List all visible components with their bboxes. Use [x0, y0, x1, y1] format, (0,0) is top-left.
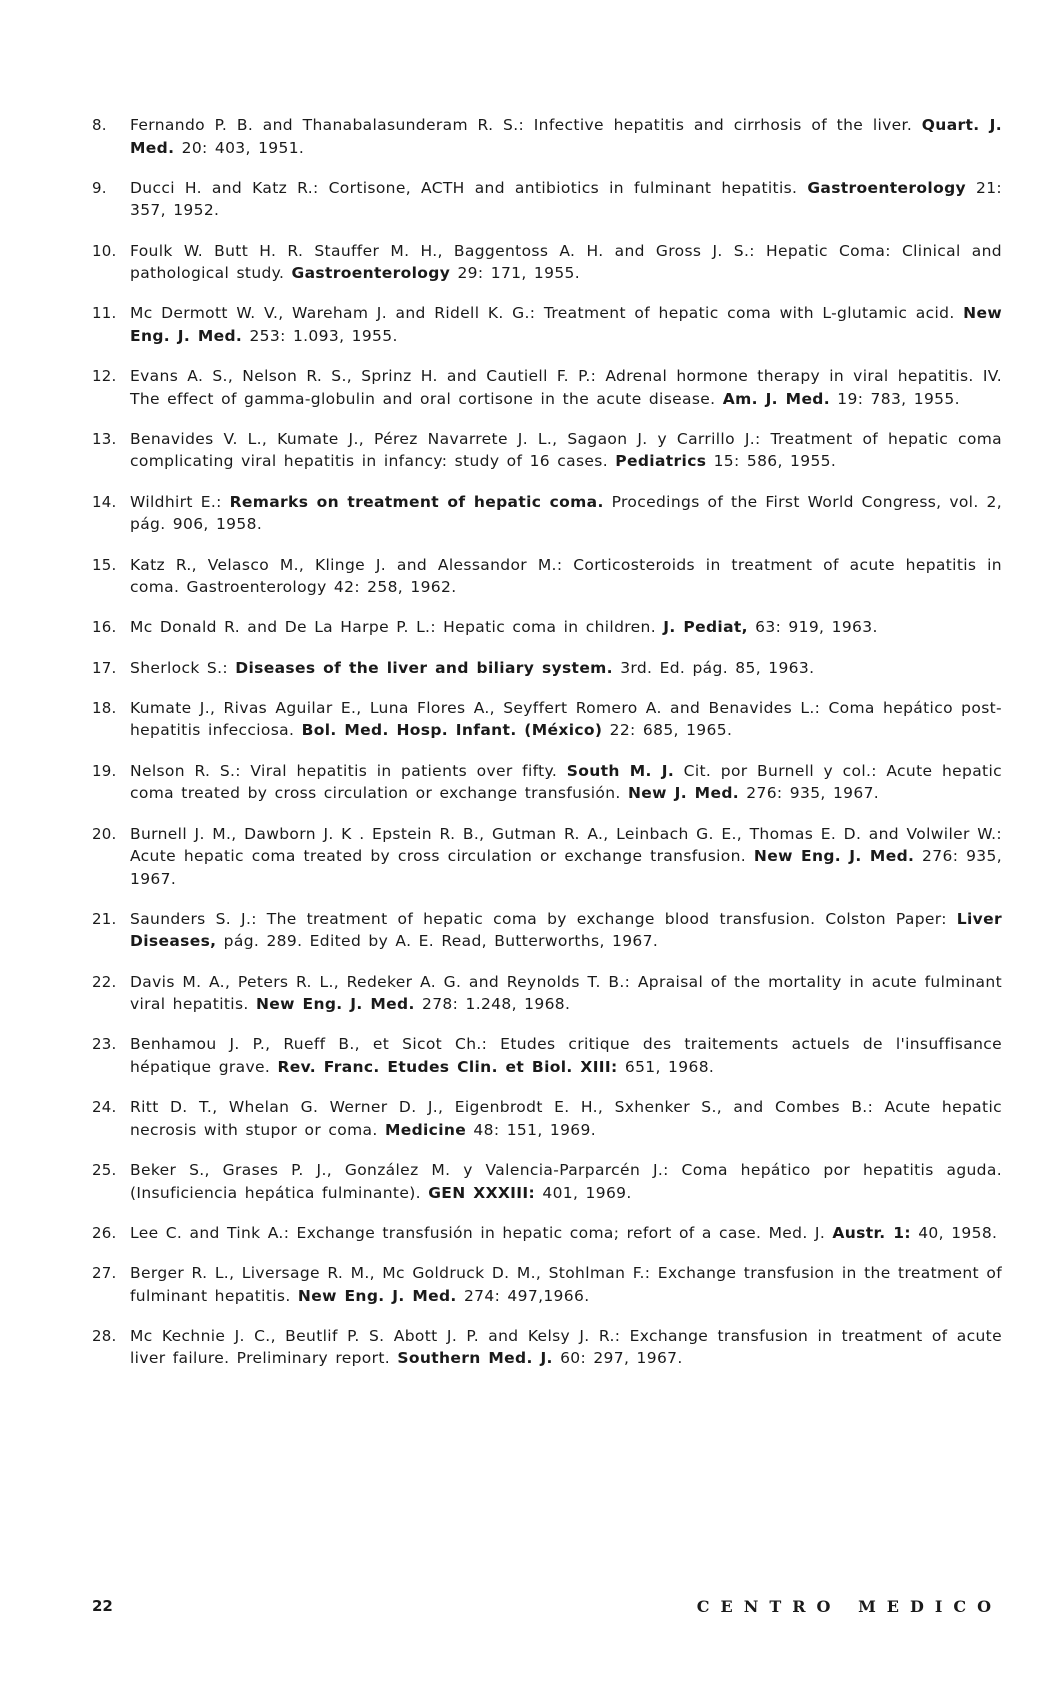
reference-number: 26.	[92, 1223, 117, 1242]
reference-number: 27.	[92, 1264, 117, 1283]
reference-number: 22.	[92, 972, 117, 991]
reference-item	[92, 177, 1002, 222]
reference-segment: 20: 403, 1951.	[174, 138, 305, 157]
reference-segment: 21: 357, 1952.	[130, 178, 1002, 220]
reference-text	[130, 760, 1002, 805]
reference-source: New Eng. J. Med.	[130, 304, 1002, 345]
reference-text	[130, 616, 1002, 639]
reference-number: 21.	[92, 909, 117, 928]
reference-item	[92, 1222, 1002, 1245]
reference-segment: Ducci H. and Katz R.: Cortisone, ACTH and antibiotics in fulminant hepatitis.	[130, 178, 808, 197]
reference-text	[130, 240, 1002, 285]
reference-segment: 63: 919, 1963.	[747, 618, 878, 637]
reference-segment: pág. 289. Edited by A. E. Read, Butterworths, 1967.	[216, 932, 659, 951]
reference-segment: Katz R., Velasco M., Klinge J. and Alessandor M.: Corticosteroids in treatment of acute hepatitis in coma. Gastroenterology 42: 258, 1962.	[130, 555, 1002, 597]
reference-item	[92, 428, 1002, 473]
reference-segment: 3rd. Ed. pág. 85, 1963.	[612, 658, 815, 677]
reference-item	[92, 1033, 1002, 1078]
reference-segment: Nelson R. S.: Viral hepatitis in patients over fifty.	[130, 761, 567, 780]
reference-text	[130, 908, 1002, 953]
reference-source: New Eng. J. Med.	[297, 1286, 457, 1305]
reference-segment: Mc Donald R. and De La Harpe P. L.: Hepatic coma in children.	[130, 618, 664, 637]
reference-segment: Lee C. and Tink A.: Exchange transfusión in hepatic coma; refort of a case. Med. J.	[130, 1223, 833, 1242]
reference-item	[92, 114, 1002, 159]
reference-item	[92, 1096, 1002, 1141]
reference-text	[130, 302, 1002, 347]
reference-source: Medicine	[384, 1120, 467, 1139]
reference-source: Am. J. Med.	[722, 389, 830, 408]
reference-segment: Cit. por Burnell y col.: Acute hepatic coma treated by cross circulation or exchange transfusión.	[130, 761, 1003, 803]
reference-list	[92, 114, 1002, 1388]
reference-segment: Davis M. A., Peters R. L., Redeker A. G. and Reynolds T. B.: Apraisal of the mortality in acute fulminant viral hepatitis.	[130, 972, 1002, 1014]
reference-text	[130, 1222, 1002, 1245]
reference-item	[92, 697, 1002, 742]
reference-source: Gastroenterology	[807, 178, 966, 197]
reference-segment: Ritt D. T., Whelan G. Werner D. J., Eigenbrodt E. H., Sxhenker S., and Combes B.: Acute hepatic necrosis with stupor or coma.	[130, 1098, 1002, 1139]
reference-segment: Benhamou J. P., Rueff B., et Sicot Ch.: Etudes critique des traitements actuels de l'insuffisance hépatique grave.	[130, 1035, 1002, 1076]
reference-item	[92, 365, 1002, 410]
reference-segment: Sherlock S.:	[130, 658, 236, 677]
reference-number: 15.	[92, 555, 117, 574]
reference-segment: 651, 1968.	[617, 1057, 715, 1076]
reference-number: 23.	[92, 1035, 117, 1054]
reference-item	[92, 240, 1002, 285]
reference-number: 19.	[92, 761, 117, 780]
reference-source: Bol. Med. Hosp. Infant. (México)	[301, 721, 603, 740]
reference-number: 24.	[92, 1098, 117, 1117]
reference-source: J. Pediat,	[663, 618, 748, 637]
reference-source: Pediatrics	[615, 452, 707, 471]
reference-number: 16.	[92, 618, 117, 637]
reference-item	[92, 1325, 1002, 1370]
reference-number: 13.	[92, 429, 117, 448]
reference-segment: 401, 1969.	[535, 1183, 632, 1202]
reference-number: 12.	[92, 367, 117, 386]
reference-source: Liver Diseases,	[130, 909, 1002, 951]
reference-segment: 19: 783, 1955.	[830, 389, 960, 408]
reference-item	[92, 823, 1002, 891]
reference-segment: Wildhirt E.:	[130, 492, 230, 511]
reference-source: Diseases of the liver and biliary system.	[235, 658, 613, 677]
reference-text	[130, 114, 1002, 159]
reference-number: 28.	[92, 1326, 117, 1345]
reference-segment: Foulk W. Butt H. R. Stauffer M. H., Baggentoss A. H. and Gross J. S.: Hepatic Coma: Clinical and pathological study.	[130, 241, 1002, 283]
reference-segment: 15: 586, 1955.	[706, 452, 837, 471]
reference-segment: Berger R. L., Liversage R. M., Mc Goldruck D. M., Stohlman F.: Exchange transfusion in the treatment of fulminant hepatitis.	[130, 1264, 1002, 1305]
journal-name: CENTRO MEDICO	[696, 1597, 1002, 1616]
reference-text	[130, 823, 1002, 891]
reference-item	[92, 760, 1002, 805]
reference-text	[130, 1096, 1002, 1141]
reference-text	[130, 1159, 1002, 1204]
reference-source: Remarks on treatment of hepatic coma.	[229, 492, 604, 511]
reference-number: 8.	[92, 116, 107, 134]
reference-text	[130, 491, 1002, 536]
reference-number: 18.	[92, 698, 117, 717]
reference-source: New Eng. J. Med.	[255, 995, 415, 1014]
page-number: 22	[92, 1597, 113, 1615]
reference-text	[130, 697, 1002, 742]
reference-text	[130, 1033, 1002, 1078]
reference-item	[92, 491, 1002, 536]
reference-source: Quart. J. Med.	[130, 116, 1002, 157]
reference-source: Austr. 1:	[832, 1223, 911, 1242]
reference-segment: Fernando P. B. and Thanabalasunderam R. S.: Infective hepatitis and cirrhosis of the liver.	[130, 116, 922, 134]
reference-item	[92, 554, 1002, 599]
reference-text	[130, 1262, 1002, 1307]
reference-item	[92, 657, 1002, 680]
reference-segment: 278: 1.248, 1968.	[414, 995, 571, 1014]
reference-text	[130, 177, 1002, 222]
reference-source: New J. Med.	[627, 784, 740, 803]
reference-text	[130, 971, 1002, 1016]
reference-segment: 48: 151, 1969.	[466, 1120, 597, 1139]
reference-item	[92, 616, 1002, 639]
reference-segment: 29: 171, 1955.	[450, 264, 581, 283]
reference-segment: Burnell J. M., Dawborn J. K . Epstein R. B., Gutman R. A., Leinbach G. E., Thomas E. D. and Volwiler W.: Acute hepatic coma treated by cross circulation or exchange transfusion.	[130, 824, 1002, 866]
reference-text	[130, 657, 1002, 680]
reference-source: Gastroenterology	[291, 264, 451, 283]
reference-item	[92, 1262, 1002, 1307]
reference-number: 10.	[92, 241, 117, 260]
reference-segment: 253: 1.093, 1955.	[242, 326, 398, 345]
reference-number: 20.	[92, 824, 117, 843]
reference-number: 17.	[92, 658, 117, 677]
reference-text	[130, 1325, 1002, 1370]
reference-segment: Beker S., Grases P. J., González M. y Valencia-Parparcén J.: Coma hepático por hepatitis aguda. (Insuficiencia hepática fulminante).	[130, 1161, 1002, 1202]
reference-item	[92, 1159, 1002, 1204]
reference-source: Southern Med. J.	[397, 1349, 553, 1368]
reference-item	[92, 302, 1002, 347]
reference-segment: Mc Dermott W. V., Wareham J. and Ridell K. G.: Treatment of hepatic coma with L-glutamic acid.	[130, 304, 964, 323]
reference-number: 9.	[92, 178, 107, 197]
reference-source: GEN XXXIII:	[428, 1183, 536, 1202]
reference-number: 11.	[92, 304, 117, 323]
reference-segment: Procedings of the First World Congress, vol. 2, pág. 906, 1958.	[130, 492, 1002, 534]
page-footer	[92, 1597, 1002, 1621]
reference-segment: Benavides V. L., Kumate J., Pérez Navarrete J. L., Sagaon J. y Carrillo J.: Treatment of hepatic coma complicating viral hepatitis in infancy: study of 16 cases.	[130, 429, 1002, 471]
reference-segment: Kumate J., Rivas Aguilar E., Luna Flores A., Seyffert Romero A. and Benavides L.: Coma hepático post-hepatitis infecciosa.	[130, 698, 1002, 740]
reference-number: 25.	[92, 1161, 117, 1180]
reference-text	[130, 554, 1002, 599]
reference-segment: Saunders S. J.: The treatment of hepatic coma by exchange blood transfusion. Colston Paper:	[130, 909, 957, 928]
reference-item	[92, 971, 1002, 1016]
reference-segment: 60: 297, 1967.	[552, 1349, 683, 1368]
reference-segment: 276: 935, 1967.	[130, 847, 1002, 888]
reference-segment: Evans A. S., Nelson R. S., Sprinz H. and Cautiell F. P.: Adrenal hormone therapy in viral hepatitis. IV. The effect of gamma-globulin and oral cortisone in the acute disease.	[130, 367, 1002, 408]
reference-number: 14.	[92, 492, 117, 511]
reference-segment: 276: 935, 1967.	[739, 784, 880, 803]
reference-text	[130, 365, 1002, 410]
reference-segment: Mc Kechnie J. C., Beutlif P. S. Abott J. P. and Kelsy J. R.: Exchange transfusion in treatment of acute liver failure. Preliminary report.	[130, 1326, 1002, 1368]
reference-text	[130, 428, 1002, 473]
reference-source: South M. J.	[566, 761, 675, 780]
reference-source: Rev. Franc. Etudes Clin. et Biol. XIII:	[277, 1057, 618, 1076]
reference-source: New Eng. J. Med.	[753, 847, 915, 866]
reference-item	[92, 908, 1002, 953]
reference-segment: 40, 1958.	[910, 1223, 998, 1242]
reference-segment: 22: 685, 1965.	[602, 721, 733, 740]
reference-segment: 274: 497,1966.	[456, 1286, 590, 1305]
